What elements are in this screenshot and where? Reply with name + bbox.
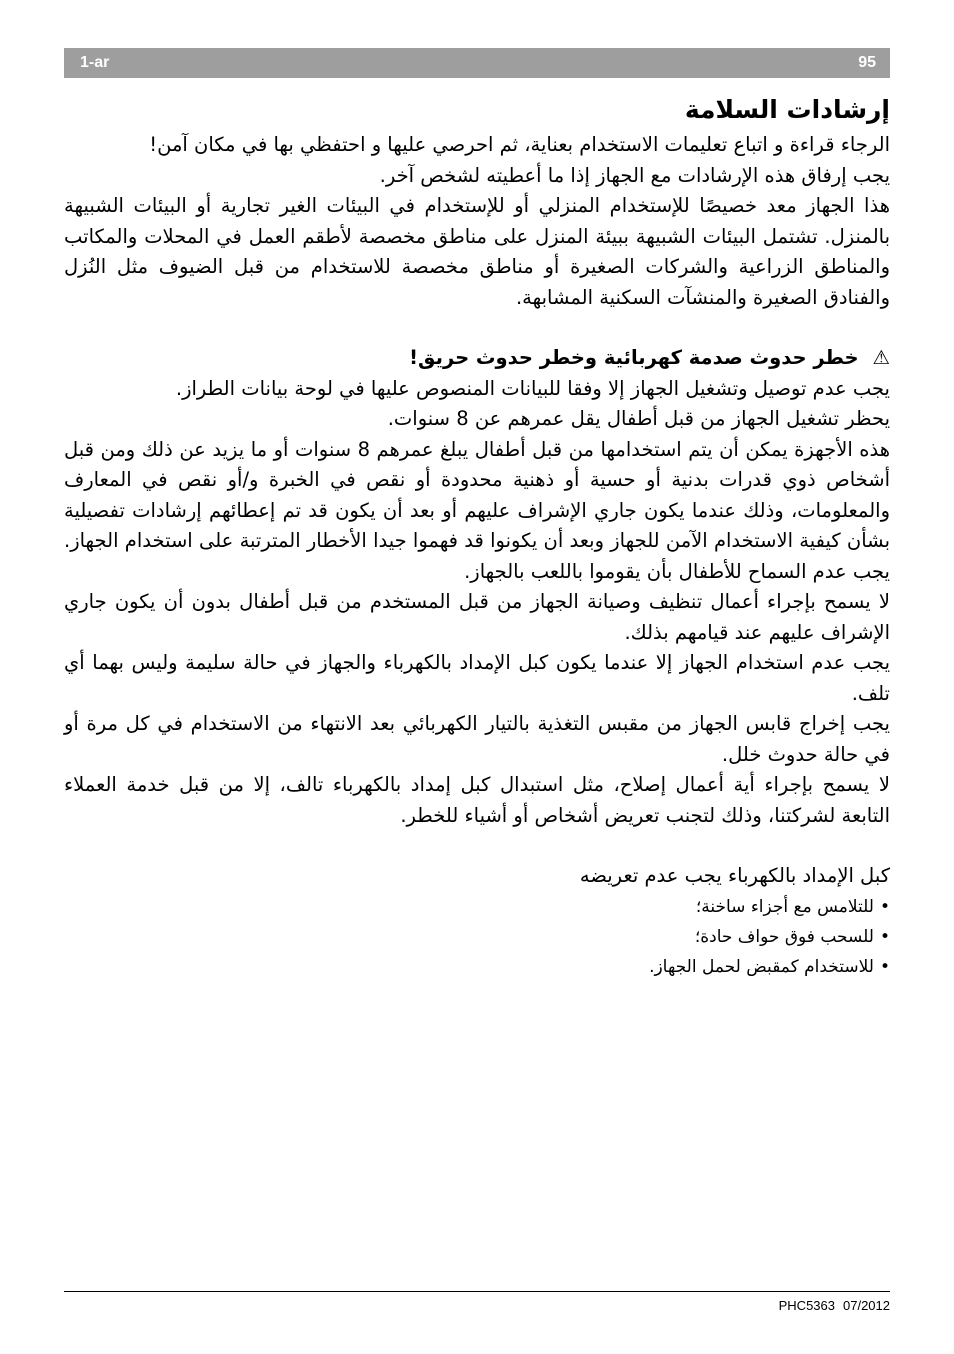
- list-item: • للتلامس مع أجزاء ساخنة؛: [64, 892, 890, 922]
- warning-paragraph: يجب إخراج قابس الجهاز من مقبس التغذية بالتيار الكهربائي بعد الانتهاء من الاستخدام في كل مرة أو في حالة حدوث خلل.: [64, 712, 890, 766]
- warning-paragraph: هذه الأجهزة يمكن أن يتم استخدامها من قبل أطفال يبلغ عمرهم 8 سنوات أو ما يزيد عن ذلك ومن قبل أشخاص ذوي قدرات بدنية أو حسية أو ذهنية محدودة أو نقص في الخبرة و/أو نقص في المعارف والمعلومات، وذلك عندما يكون جاري الإشراف عليهم أو بعد أن يكون قد تم إعطائهم إرشادات تفصيلية بشأن كيفية الاستخدام الآمن للجهاز وبعد أن يكونوا قد فهموا جيدا الأخطار المترتبة على استخدام الجهاز. يجب عدم السماح للأطفال بأن يقوموا باللعب بالجهاز.: [64, 437, 890, 583]
- list-item: • للاستخدام كمقبض لحمل الجهاز.: [64, 952, 890, 982]
- warning-heading-text: خطر حدوث صدمة كهربائية وخطر حدوث حريق!: [409, 346, 859, 369]
- section-label: 1-ar: [80, 54, 110, 71]
- list-item: • للسحب فوق حواف حادة؛: [64, 922, 890, 952]
- document-date: 07/2012: [843, 1298, 890, 1313]
- page-number: 95: [858, 54, 876, 71]
- page-header-bar: [64, 48, 890, 78]
- document-body: [64, 90, 890, 982]
- warning-paragraph: لا يسمح بإجراء أعمال تنظيف وصيانة الجهاز من قبل المستخدم من قبل أطفال بدون أن يكون جاري الإشراف عليهم عند قيامهم بذلك.: [64, 590, 890, 644]
- intro-paragraph: يجب إرفاق هذه الإرشادات مع الجهاز إذا ما أعطيته لشخص آخر.: [379, 163, 890, 187]
- warning-triangle-icon: ⚠: [872, 346, 890, 369]
- warning-paragraph: لا يسمح بإجراء أية أعمال إصلاح، مثل استبدال كبل إمداد بالكهرباء تالف، إلا من قبل خدمة العملاء التابعة لشركتنا، وذلك لتجنب تعريض أشخاص أو أشياء للخطر.: [64, 773, 890, 827]
- intro-paragraph: الرجاء قراءة و اتباع تعليمات الاستخدام بعناية، ثم احرصي عليها و احتفظي بها في مكان آمن!: [149, 133, 890, 156]
- footer-divider: [64, 1291, 890, 1292]
- footer: [779, 1298, 890, 1313]
- warning-paragraph: يحظر تشغيل الجهاز من قبل أطفال يقل عمرهم عن 8 سنوات.: [387, 407, 890, 430]
- page-title: إرشادات السلامة: [684, 95, 890, 124]
- cable-intro: كبل الإمداد بالكهرباء يجب عدم تعريضه: [579, 864, 890, 887]
- intro-paragraph: هذا الجهاز معد خصيصًا للإستخدام المنزلي أو للإستخدام في البيئات الغير تجارية أو البيئات الشبيهة بالمنزل. تشتمل البيئات الشبيهة ببيئة المنزل على مناطق مخصصة لأطقم العمل في المحلات والمكاتب والمناطق الزراعية والشركات الصغيرة أو مناطق مخصصة للاستخدام من قبل الضيوف مثل النُزل والفنادق الصغيرة والمنشآت السكنية المشابهة.: [64, 194, 890, 309]
- spacer: [64, 831, 890, 861]
- spacer: [64, 313, 890, 343]
- warning-heading: [64, 343, 890, 374]
- warning-paragraph: يجب عدم استخدام الجهاز إلا عندما يكون كبل الإمداد بالكهرباء والجهاز في حالة سليمة وليس بهما أي تلف.: [64, 651, 890, 705]
- model-number: PHC5363: [778, 1298, 835, 1313]
- warning-paragraph: يجب عدم توصيل وتشغيل الجهاز إلا وفقا للبيانات المنصوص عليها في لوحة بيانات الطراز.: [175, 376, 890, 400]
- cable-warnings-list: [64, 892, 890, 982]
